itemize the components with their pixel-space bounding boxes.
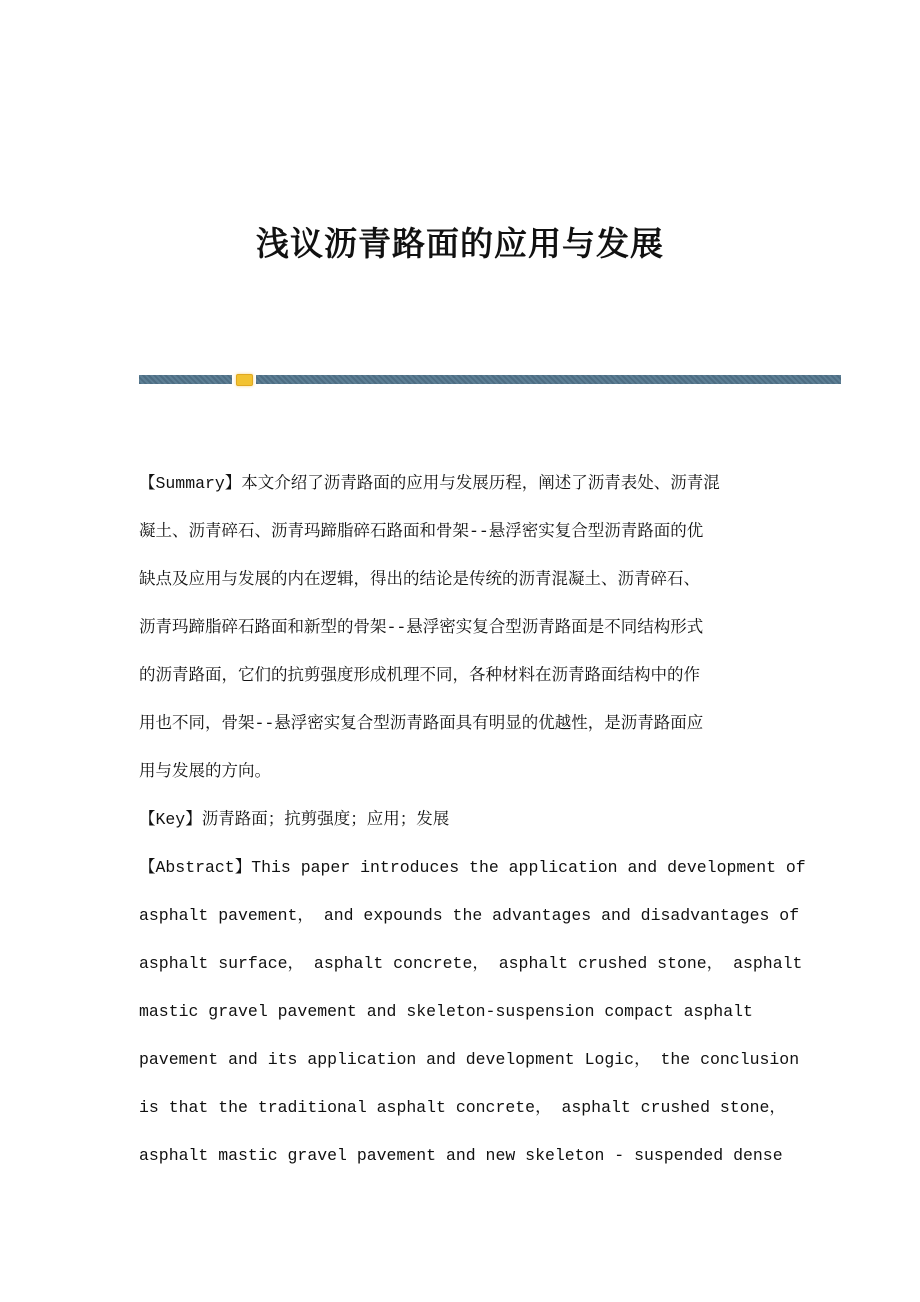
divider-bar-right (256, 375, 841, 384)
abstract-line: asphalt mastic gravel pavement and new skeleton - suspended dense (139, 1146, 783, 1165)
summary-line: 缺点及应用与发展的内在逻辑，得出的结论是传统的沥青混凝土、沥青碎石、 (139, 570, 700, 589)
summary-line: 用与发展的方向。 (139, 762, 271, 781)
abstract-line: asphalt pavement， and expounds the advantages and disadvantages of (139, 906, 800, 925)
divider-ornament-icon (236, 374, 253, 386)
document-title: 浅议沥青路面的应用与发展 (256, 224, 664, 263)
summary-line: 凝土、沥青碎石、沥青玛蹄脂碎石路面和骨架--悬浮密实复合型沥青路面的优 (139, 522, 704, 541)
document-body (139, 470, 806, 1190)
summary-line: 【Summary】本文介绍了沥青路面的应用与发展历程，阐述了沥青表处、沥青混 (139, 474, 720, 493)
summary-line: 的沥青路面，它们的抗剪强度形成机理不同，各种材料在沥青路面结构中的作 (139, 666, 700, 685)
divider-bar-left (139, 375, 232, 384)
abstract-line: asphalt surface， asphalt concrete， asphalt crushed stone， asphalt (139, 954, 803, 973)
keywords-line: 【Key】沥青路面；抗剪强度；应用；发展 (139, 810, 450, 829)
abstract-line: is that the traditional asphalt concrete， asphalt crushed stone， (139, 1098, 786, 1117)
abstract-line: 【Abstract】This paper introduces the application and development of (139, 858, 806, 877)
abstract-line: pavement and its application and development Logic， the conclusion (139, 1050, 800, 1069)
summary-line: 沥青玛蹄脂碎石路面和新型的骨架--悬浮密实复合型沥青路面是不同结构形式 (139, 618, 704, 637)
abstract-line: mastic gravel pavement and skeleton-suspension compact asphalt (139, 1002, 753, 1021)
summary-line: 用也不同，骨架--悬浮密实复合型沥青路面具有明显的优越性，是沥青路面应 (139, 714, 704, 733)
